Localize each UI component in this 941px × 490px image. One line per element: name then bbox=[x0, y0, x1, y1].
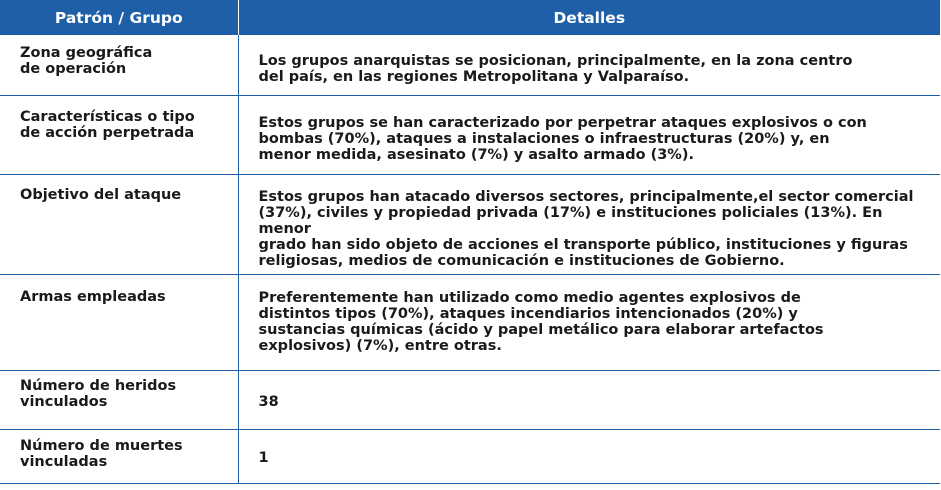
row-detail bbox=[238, 35, 940, 95]
table-row bbox=[0, 174, 940, 274]
row-label bbox=[0, 95, 238, 174]
row-detail bbox=[238, 174, 940, 274]
row-detail-text: 38 bbox=[258, 393, 279, 410]
row-detail-text: Estos grupos se han caracterizado por perpetrar ataques explosivos o con bombas (70%), ataques a instalaciones o infraestructuras (20%) y, en menor medida, asesinato (7%) y asalto armado (3%). bbox=[258, 114, 867, 163]
row-label bbox=[0, 174, 238, 274]
row-detail-text: Preferentemente han utilizado como medio agentes explosivos de distintos tipos (70%), ataques incendiarios intencionados (20%) y sustancias químicas (ácido y papel metálico para elaborar artefactos explosivos) (7%), entre otras. bbox=[258, 289, 824, 354]
row-detail bbox=[238, 95, 940, 174]
table-row bbox=[0, 35, 940, 95]
row-label bbox=[0, 35, 238, 95]
row-label-text: Características o tipo de acción perpetrada bbox=[20, 108, 195, 141]
row-label-text: Objetivo del ataque bbox=[20, 186, 182, 203]
row-label bbox=[0, 370, 238, 429]
row-label-text: Número de heridos vinculados bbox=[20, 377, 177, 410]
row-detail bbox=[238, 429, 940, 483]
row-label bbox=[0, 274, 238, 370]
row-detail-text: 1 bbox=[258, 450, 269, 466]
row-detail bbox=[238, 370, 940, 429]
row-detail-text: Los grupos anarquistas se posicionan, principalmente, en la zona centro del país, en las regiones Metropolitana y Valparaíso. bbox=[258, 53, 853, 85]
table-row bbox=[0, 429, 940, 483]
table-row bbox=[0, 274, 940, 370]
table-row bbox=[0, 95, 940, 174]
table-header bbox=[0, 0, 940, 35]
header-details: Detalles bbox=[238, 0, 940, 35]
table-row bbox=[0, 370, 940, 429]
row-detail-text: Estos grupos han atacado diversos sectores, principalmente,el sector comercial (37%), civiles y propiedad privada (17%) e instituciones policiales (13%). En menor grado han sido objeto de acciones el transporte público, instituciones y figuras religiosas, medios de comunicación e instituciones de Gobierno. bbox=[258, 188, 914, 269]
row-label-text: Zona geográfica de operación bbox=[20, 45, 153, 77]
header-pattern-group: Patrón / Grupo bbox=[0, 0, 238, 35]
row-label bbox=[0, 429, 238, 483]
row-detail bbox=[238, 274, 940, 370]
row-label-text: Armas empleadas bbox=[20, 288, 166, 305]
row-label-text: Número de muertes vinculadas bbox=[20, 437, 183, 470]
